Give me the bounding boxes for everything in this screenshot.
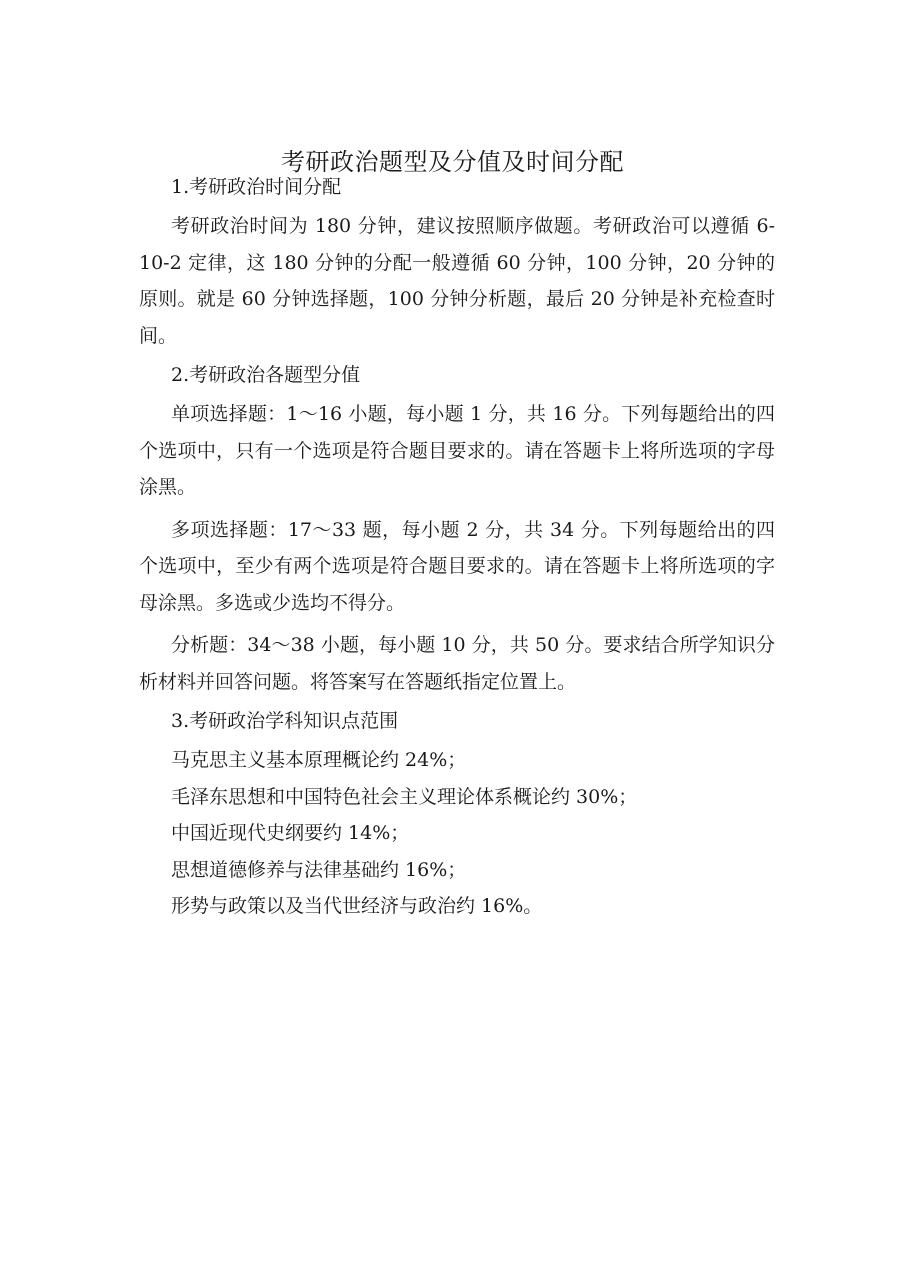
document-body [139,172,775,925]
list-item: 形势与政策以及当代世经济与政治约 16%。 [171,895,543,917]
list-item: 毛泽东思想和中国特色社会主义理论体系概论约 30%； [171,785,638,808]
section-knowledge-scope [139,706,775,925]
list-item: 思想道德修养与法律基础约 16%； [171,858,467,881]
page-title: 考研政治题型及分值及时间分配 [281,148,624,177]
section-time-allocation [139,172,775,354]
list-item: 马克思主义基本原理概论约 24%； [171,749,467,771]
paragraph: 单项选择题：1～16 小题，每小题 1 分，共 16 分。下列每题给出的四个选项中，只有一个选项是符合题目要求的。请在答题卡上将所选项的字母涂黑。 [139,403,775,498]
list-item: 中国近现代史纲要约 14%； [171,822,410,844]
paragraph: 多项选择题：17～33 题，每小题 2 分，共 34 分。下列每题给出的四个选项中，至少有两个选项是符合题目要求的。请在答题卡上将所选项的字母涂黑。多选或少选均不得分。 [139,518,775,614]
paragraph: 分析题：34～38 小题，每小题 10 分，共 50 分。要求结合所学知识分析材料并回答问题。将答案写在答题纸指定位置上。 [139,634,775,693]
section-question-scores [139,360,775,700]
section-heading: 3.考研政治学科知识点范围 [171,710,399,732]
section-heading: 1.考研政治时间分配 [171,176,342,198]
section-heading: 2.考研政治各题型分值 [171,364,361,386]
paragraph: 考研政治时间为 180 分钟，建议按照顺序做题。考研政治可以遵循 6-10-2 定律，这 180 分钟的分配一般遵循 60 分钟，100 分钟，20 分钟的原则。就是 60 分钟选择题，100 分钟分析题，最后 20 分钟是补充检查时间。 [139,215,775,347]
topic-list [139,742,775,925]
